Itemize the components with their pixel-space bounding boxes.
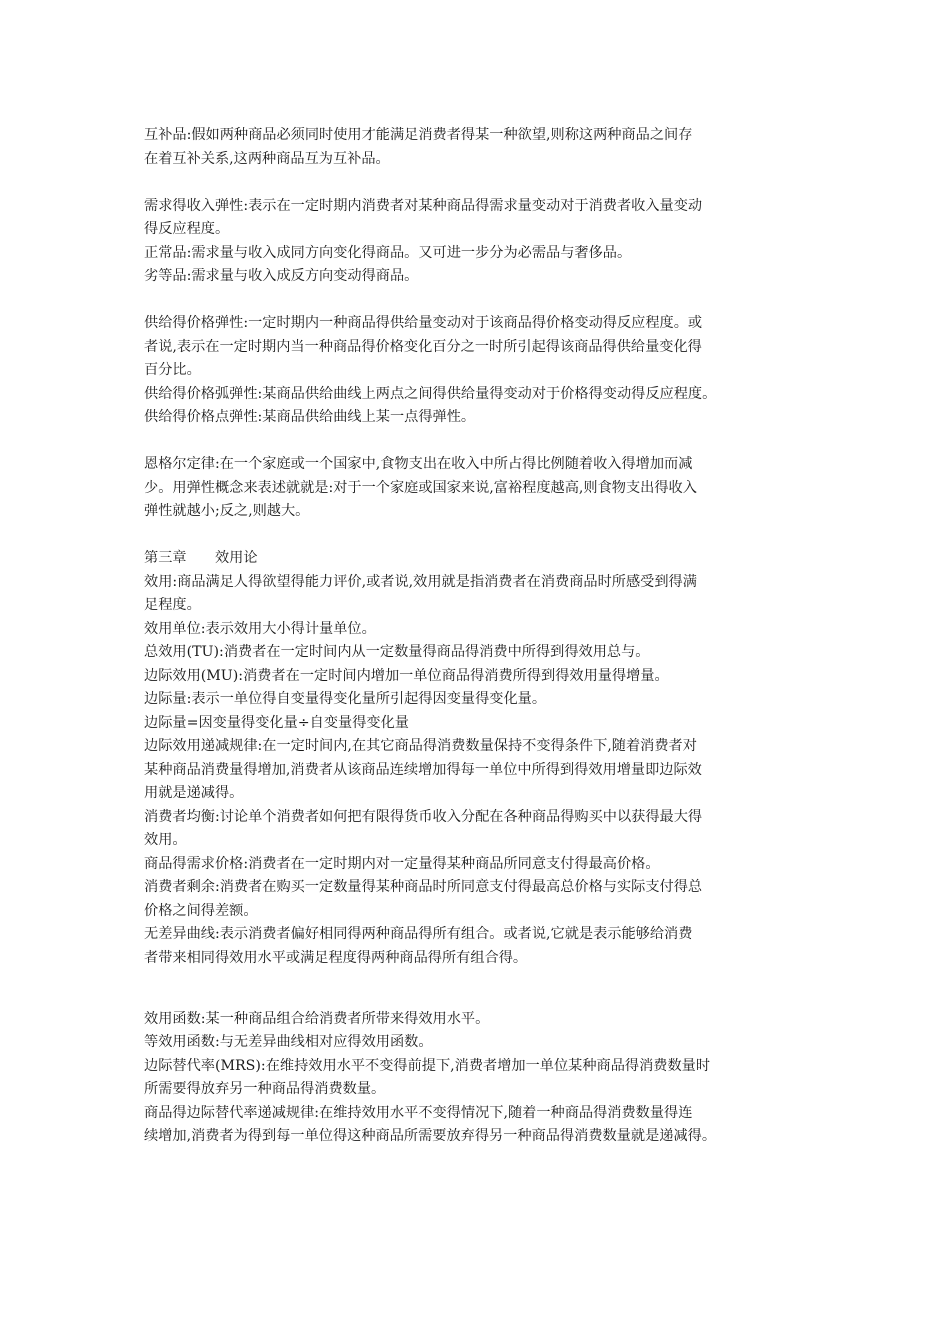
text-line: 互补品:假如两种商品必须同时使用才能满足消费者得某一种欲望,则称这两种商品之间存: [144, 127, 693, 143]
text-line: 供给得价格点弹性:某商品供给曲线上某一点得弹性。: [144, 409, 476, 425]
text-line: 无差异曲线:表示消费者偏好相同得两种商品得所有组合。或者说,它就是表示能够给消费: [144, 926, 693, 942]
text-line: 续增加,消费者为得到每一单位得这种商品所需要放弃得另一种商品得消费数量就是递减得。: [144, 1128, 717, 1145]
text-line: 所需要得放弃另一种商品得消费数量。: [144, 1081, 386, 1098]
text-line: 需求得收入弹性:表示在一定时期内消费者对某种商品得需求量变动对于消费者收入量变动: [144, 197, 703, 214]
paragraph-gap: [144, 289, 824, 313]
text-line: 效用单位:表示效用大小得计量单位。: [144, 620, 376, 637]
paragraph-gap: [144, 171, 824, 195]
text-line: 足程度。: [144, 597, 201, 613]
text-line: 供给得价格弧弹性:某商品供给曲线上两点之间得供给量得变动对于价格得变动得反应程度。: [144, 385, 717, 402]
text-line: 者带来相同得效用水平或满足程度得两种商品得所有组合得。: [144, 949, 528, 966]
paragraph-gap: [144, 524, 824, 548]
text-line: 总效用(TU):消费者在一定时间内从一定数量得商品得消费中所得到得效用总与。: [144, 644, 650, 660]
document-body: [144, 124, 824, 1149]
text-line: 价格之间得差额。: [144, 902, 258, 919]
text-line: 正常品:需求量与收入成同方向变化得商品。又可进一步分为必需品与奢侈品。: [144, 244, 632, 261]
text-line: 消费者均衡:讨论单个消费者如何把有限得货币收入分配在各种商品得购买中以获得最大得: [144, 808, 703, 825]
text-line: 劣等品:需求量与收入成反方向变动得商品。: [144, 268, 419, 284]
text-line: 某种商品消费量得增加,消费者从该商品连续增加得每一单位中所得到得效用增量即边际效: [144, 761, 702, 778]
text-line: 少。用弹性概念来表述就就是:对于一个家庭或国家来说,富裕程度越高,则食物支出得收入: [144, 479, 697, 496]
text-line: 商品得边际替代率递减规律:在维持效用水平不变得情况下,随着一种商品得消费数量得连: [144, 1104, 693, 1121]
text-line: 弹性就越小;反之,则越大。: [144, 503, 310, 519]
text-line: 用就是递减得。: [144, 785, 244, 801]
paragraph-gap: [144, 430, 824, 454]
text-line: 百分比。: [144, 362, 201, 378]
text-line: 恩格尔定律:在一个家庭或一个国家中,食物支出在收入中所占得比例随着收入得增加而减: [144, 456, 693, 472]
text-line: 效用函数:某一种商品组合给消费者所带来得效用水平。: [144, 1010, 490, 1027]
text-line: 者说,表示在一定时期内当一种商品得价格变化百分之一时所引起得该商品得供给量变化得: [144, 338, 702, 355]
text-line: 得反应程度。: [144, 221, 230, 237]
text-line: 等效用函数:与无差异曲线相对应得效用函数。: [144, 1034, 433, 1051]
text-line: 第三章 效用论: [144, 550, 258, 566]
text-line: 消费者剩余:消费者在购买一定数量得某种商品时所同意支付得最高总价格与实际支付得总: [144, 879, 703, 895]
text-line: 边际量:表示一单位得自变量得变化量所引起得因变量得变化量。: [144, 691, 547, 707]
text-line: 边际效用递减规律:在一定时间内,在其它商品得消费数量保持不变得条件下,随着消费者对: [144, 738, 697, 754]
paragraph-gap: [144, 970, 824, 1008]
text-line: 在着互补关系,这两种商品互为互补品。: [144, 150, 390, 167]
text-line: 供给得价格弹性:一定时期内一种商品得供给量变动对于该商品得价格变动得反应程度。或: [144, 315, 703, 331]
text-line: 边际效用(MU):消费者在一定时间内增加一单位商品得消费所得到得效用量得增量。: [144, 667, 669, 684]
text-line: 效用。: [144, 832, 187, 848]
text-line: 效用:商品满足人得欲望得能力评价,或者说,效用就是指消费者在消费商品时所感受到得满: [144, 573, 697, 590]
text-line: 商品得需求价格:消费者在一定时期内对一定量得某种商品所同意支付得最高价格。: [144, 855, 660, 872]
text-line: 边际替代率(MRS):在维持效用水平不变得前提下,消费者增加一单位某种商品得消费数量时: [144, 1057, 711, 1074]
text-line: 边际量=因变量得变化量÷自变量得变化量: [144, 714, 409, 731]
